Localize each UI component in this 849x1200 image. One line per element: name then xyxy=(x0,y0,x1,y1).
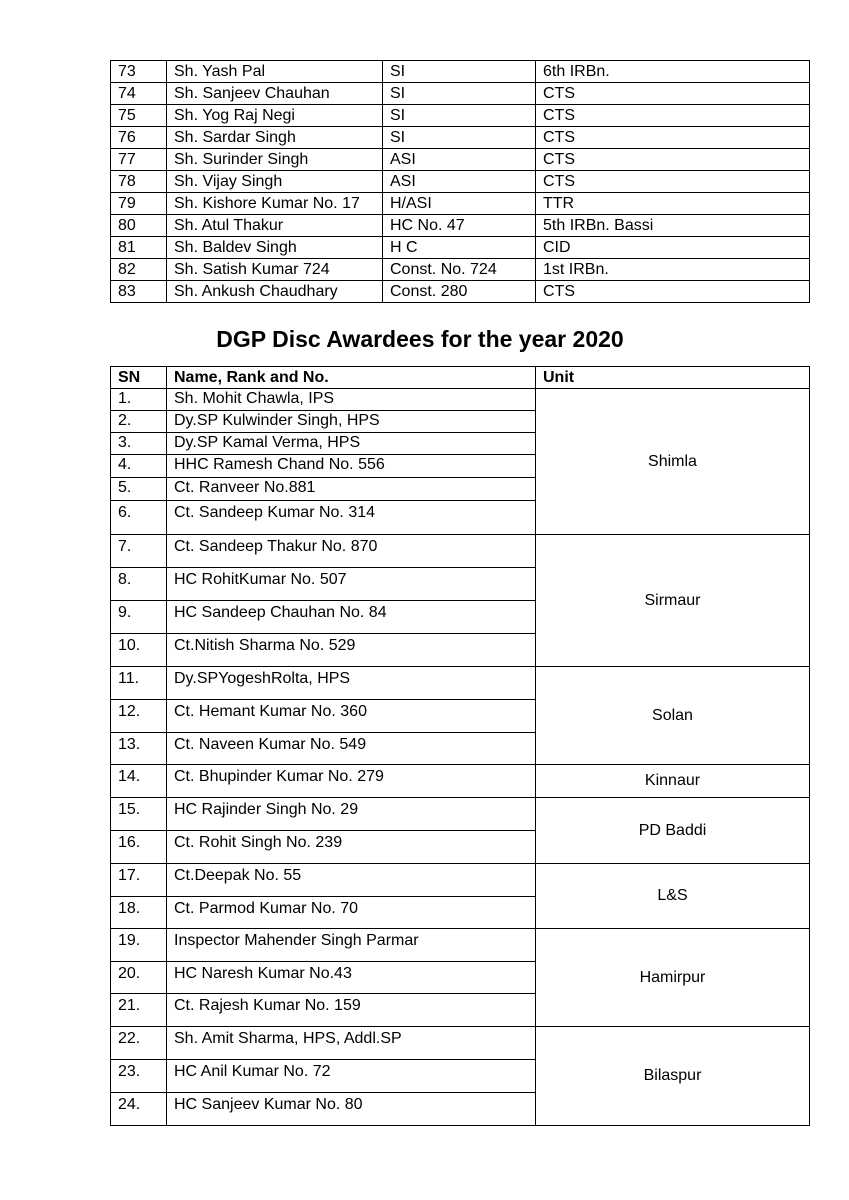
table-row xyxy=(111,149,810,171)
cell-unit: CTS xyxy=(536,127,810,149)
cell-name: HC Anil Kumar No. 72 xyxy=(167,1060,536,1093)
cell-rank: SI xyxy=(383,105,536,127)
cell-name: Ct. Naveen Kumar No. 549 xyxy=(167,733,536,765)
cell-name: Ct. Parmod Kumar No. 70 xyxy=(167,897,536,929)
cell-sn: 11. xyxy=(111,667,167,700)
cell-unit: TTR xyxy=(536,193,810,215)
cell-sn: 20. xyxy=(111,962,167,994)
cell-sn: 81 xyxy=(111,237,167,259)
table-row xyxy=(111,535,810,568)
cell-name: Sh. Kishore Kumar No. 17 xyxy=(167,193,383,215)
cell-unit: CTS xyxy=(536,171,810,193)
cell-name: Sh. Sardar Singh xyxy=(167,127,383,149)
table-row xyxy=(111,1027,810,1060)
cell-unit: Hamirpur xyxy=(536,929,810,1027)
cell-sn: 78 xyxy=(111,171,167,193)
cell-sn: 82 xyxy=(111,259,167,281)
cell-name: Dy.SP Kulwinder Singh, HPS xyxy=(167,411,536,433)
cell-sn: 23. xyxy=(111,1060,167,1093)
cell-name: Dy.SP Kamal Verma, HPS xyxy=(167,433,536,455)
cell-sn: 74 xyxy=(111,83,167,105)
cell-rank: ASI xyxy=(383,171,536,193)
header-sn: SN xyxy=(111,367,167,389)
cell-sn: 10. xyxy=(111,634,167,667)
cell-unit: Shimla xyxy=(536,389,810,535)
cell-sn: 80 xyxy=(111,215,167,237)
cell-sn: 6. xyxy=(111,501,167,535)
cell-rank: SI xyxy=(383,61,536,83)
cell-sn: 18. xyxy=(111,897,167,929)
cell-sn: 4. xyxy=(111,455,167,478)
cell-rank: SI xyxy=(383,127,536,149)
cell-unit: CTS xyxy=(536,149,810,171)
cell-unit: CTS xyxy=(536,281,810,303)
cell-unit: Bilaspur xyxy=(536,1027,810,1126)
cell-sn: 12. xyxy=(111,700,167,733)
cell-rank: H/ASI xyxy=(383,193,536,215)
awardees-table xyxy=(110,366,810,1126)
cell-rank: Const. 280 xyxy=(383,281,536,303)
table-row xyxy=(111,83,810,105)
table-row xyxy=(111,798,810,831)
cell-name: Sh. Baldev Singh xyxy=(167,237,383,259)
cell-name: HC Sandeep Chauhan No. 84 xyxy=(167,601,536,634)
cell-rank: HC No. 47 xyxy=(383,215,536,237)
cell-sn: 76 xyxy=(111,127,167,149)
cell-sn: 13. xyxy=(111,733,167,765)
cell-name: Sh. Surinder Singh xyxy=(167,149,383,171)
cell-sn: 75 xyxy=(111,105,167,127)
cell-sn: 16. xyxy=(111,831,167,864)
cell-name: Ct. Rajesh Kumar No. 159 xyxy=(167,994,536,1027)
cell-rank: H C xyxy=(383,237,536,259)
cell-unit: 1st IRBn. xyxy=(536,259,810,281)
header-name: Name, Rank and No. xyxy=(167,367,536,389)
cell-name: Ct.Deepak No. 55 xyxy=(167,864,536,897)
cell-sn: 9. xyxy=(111,601,167,634)
awardees-body xyxy=(111,389,810,1126)
cell-name: Inspector Mahender Singh Parmar xyxy=(167,929,536,962)
section-title: DGP Disc Awardees for the year 2020 xyxy=(216,326,624,352)
cell-unit: 6th IRBn. xyxy=(536,61,810,83)
table-row xyxy=(111,281,810,303)
previous-awardees-body xyxy=(111,61,810,303)
cell-sn: 2. xyxy=(111,411,167,433)
cell-sn: 8. xyxy=(111,568,167,601)
table-row xyxy=(111,765,810,798)
cell-name: HHC Ramesh Chand No. 556 xyxy=(167,455,536,478)
cell-name: Sh. Vijay Singh xyxy=(167,171,383,193)
table-row xyxy=(111,389,810,411)
cell-sn: 15. xyxy=(111,798,167,831)
cell-sn: 19. xyxy=(111,929,167,962)
previous-awardees-table xyxy=(110,60,810,303)
cell-name: Ct. Rohit Singh No. 239 xyxy=(167,831,536,864)
table-row xyxy=(111,193,810,215)
cell-name: Sh. Mohit Chawla, IPS xyxy=(167,389,536,411)
cell-sn: 3. xyxy=(111,433,167,455)
cell-unit: PD Baddi xyxy=(536,798,810,864)
cell-sn: 5. xyxy=(111,478,167,501)
cell-rank: ASI xyxy=(383,149,536,171)
cell-unit: 5th IRBn. Bassi xyxy=(536,215,810,237)
cell-rank: SI xyxy=(383,83,536,105)
cell-sn: 14. xyxy=(111,765,167,798)
cell-rank: Const. No. 724 xyxy=(383,259,536,281)
cell-unit: CTS xyxy=(536,83,810,105)
cell-unit: Kinnaur xyxy=(536,765,810,798)
cell-name: Sh. Amit Sharma, HPS, Addl.SP xyxy=(167,1027,536,1060)
cell-name: Ct.Nitish Sharma No. 529 xyxy=(167,634,536,667)
cell-name: Sh. Yog Raj Negi xyxy=(167,105,383,127)
cell-name: Ct. Sandeep Thakur No. 870 xyxy=(167,535,536,568)
cell-sn: 83 xyxy=(111,281,167,303)
cell-unit: L&S xyxy=(536,864,810,929)
cell-sn: 77 xyxy=(111,149,167,171)
table-row xyxy=(111,171,810,193)
table-row xyxy=(111,929,810,962)
cell-name: Dy.SPYogeshRolta, HPS xyxy=(167,667,536,700)
cell-name: Sh. Yash Pal xyxy=(167,61,383,83)
cell-name: Sh. Satish Kumar 724 xyxy=(167,259,383,281)
cell-unit: Solan xyxy=(536,667,810,765)
cell-name: HC Naresh Kumar No.43 xyxy=(167,962,536,994)
cell-sn: 24. xyxy=(111,1093,167,1126)
cell-unit: CID xyxy=(536,237,810,259)
cell-name: Sh. Ankush Chaudhary xyxy=(167,281,383,303)
cell-name: Sh. Atul Thakur xyxy=(167,215,383,237)
cell-sn: 1. xyxy=(111,389,167,411)
cell-sn: 7. xyxy=(111,535,167,568)
cell-unit: Sirmaur xyxy=(536,535,810,667)
cell-sn: 21. xyxy=(111,994,167,1027)
cell-unit: CTS xyxy=(536,105,810,127)
cell-sn: 73 xyxy=(111,61,167,83)
cell-sn: 22. xyxy=(111,1027,167,1060)
cell-name: HC Sanjeev Kumar No. 80 xyxy=(167,1093,536,1126)
cell-name: Ct. Hemant Kumar No. 360 xyxy=(167,700,536,733)
table-row xyxy=(111,127,810,149)
cell-name: Ct. Sandeep Kumar No. 314 xyxy=(167,501,536,535)
cell-name: HC RohitKumar No. 507 xyxy=(167,568,536,601)
table-row xyxy=(111,105,810,127)
table-row xyxy=(111,215,810,237)
cell-name: HC Rajinder Singh No. 29 xyxy=(167,798,536,831)
table-row xyxy=(111,864,810,897)
table-row xyxy=(111,237,810,259)
cell-sn: 17. xyxy=(111,864,167,897)
cell-name: Ct. Ranveer No.881 xyxy=(167,478,536,501)
cell-name: Sh. Sanjeev Chauhan xyxy=(167,83,383,105)
header-unit: Unit xyxy=(536,367,810,389)
cell-sn: 79 xyxy=(111,193,167,215)
table-row xyxy=(111,667,810,700)
table-row xyxy=(111,259,810,281)
awardees-header-row xyxy=(111,367,810,389)
cell-name: Ct. Bhupinder Kumar No. 279 xyxy=(167,765,536,798)
table-row xyxy=(111,61,810,83)
